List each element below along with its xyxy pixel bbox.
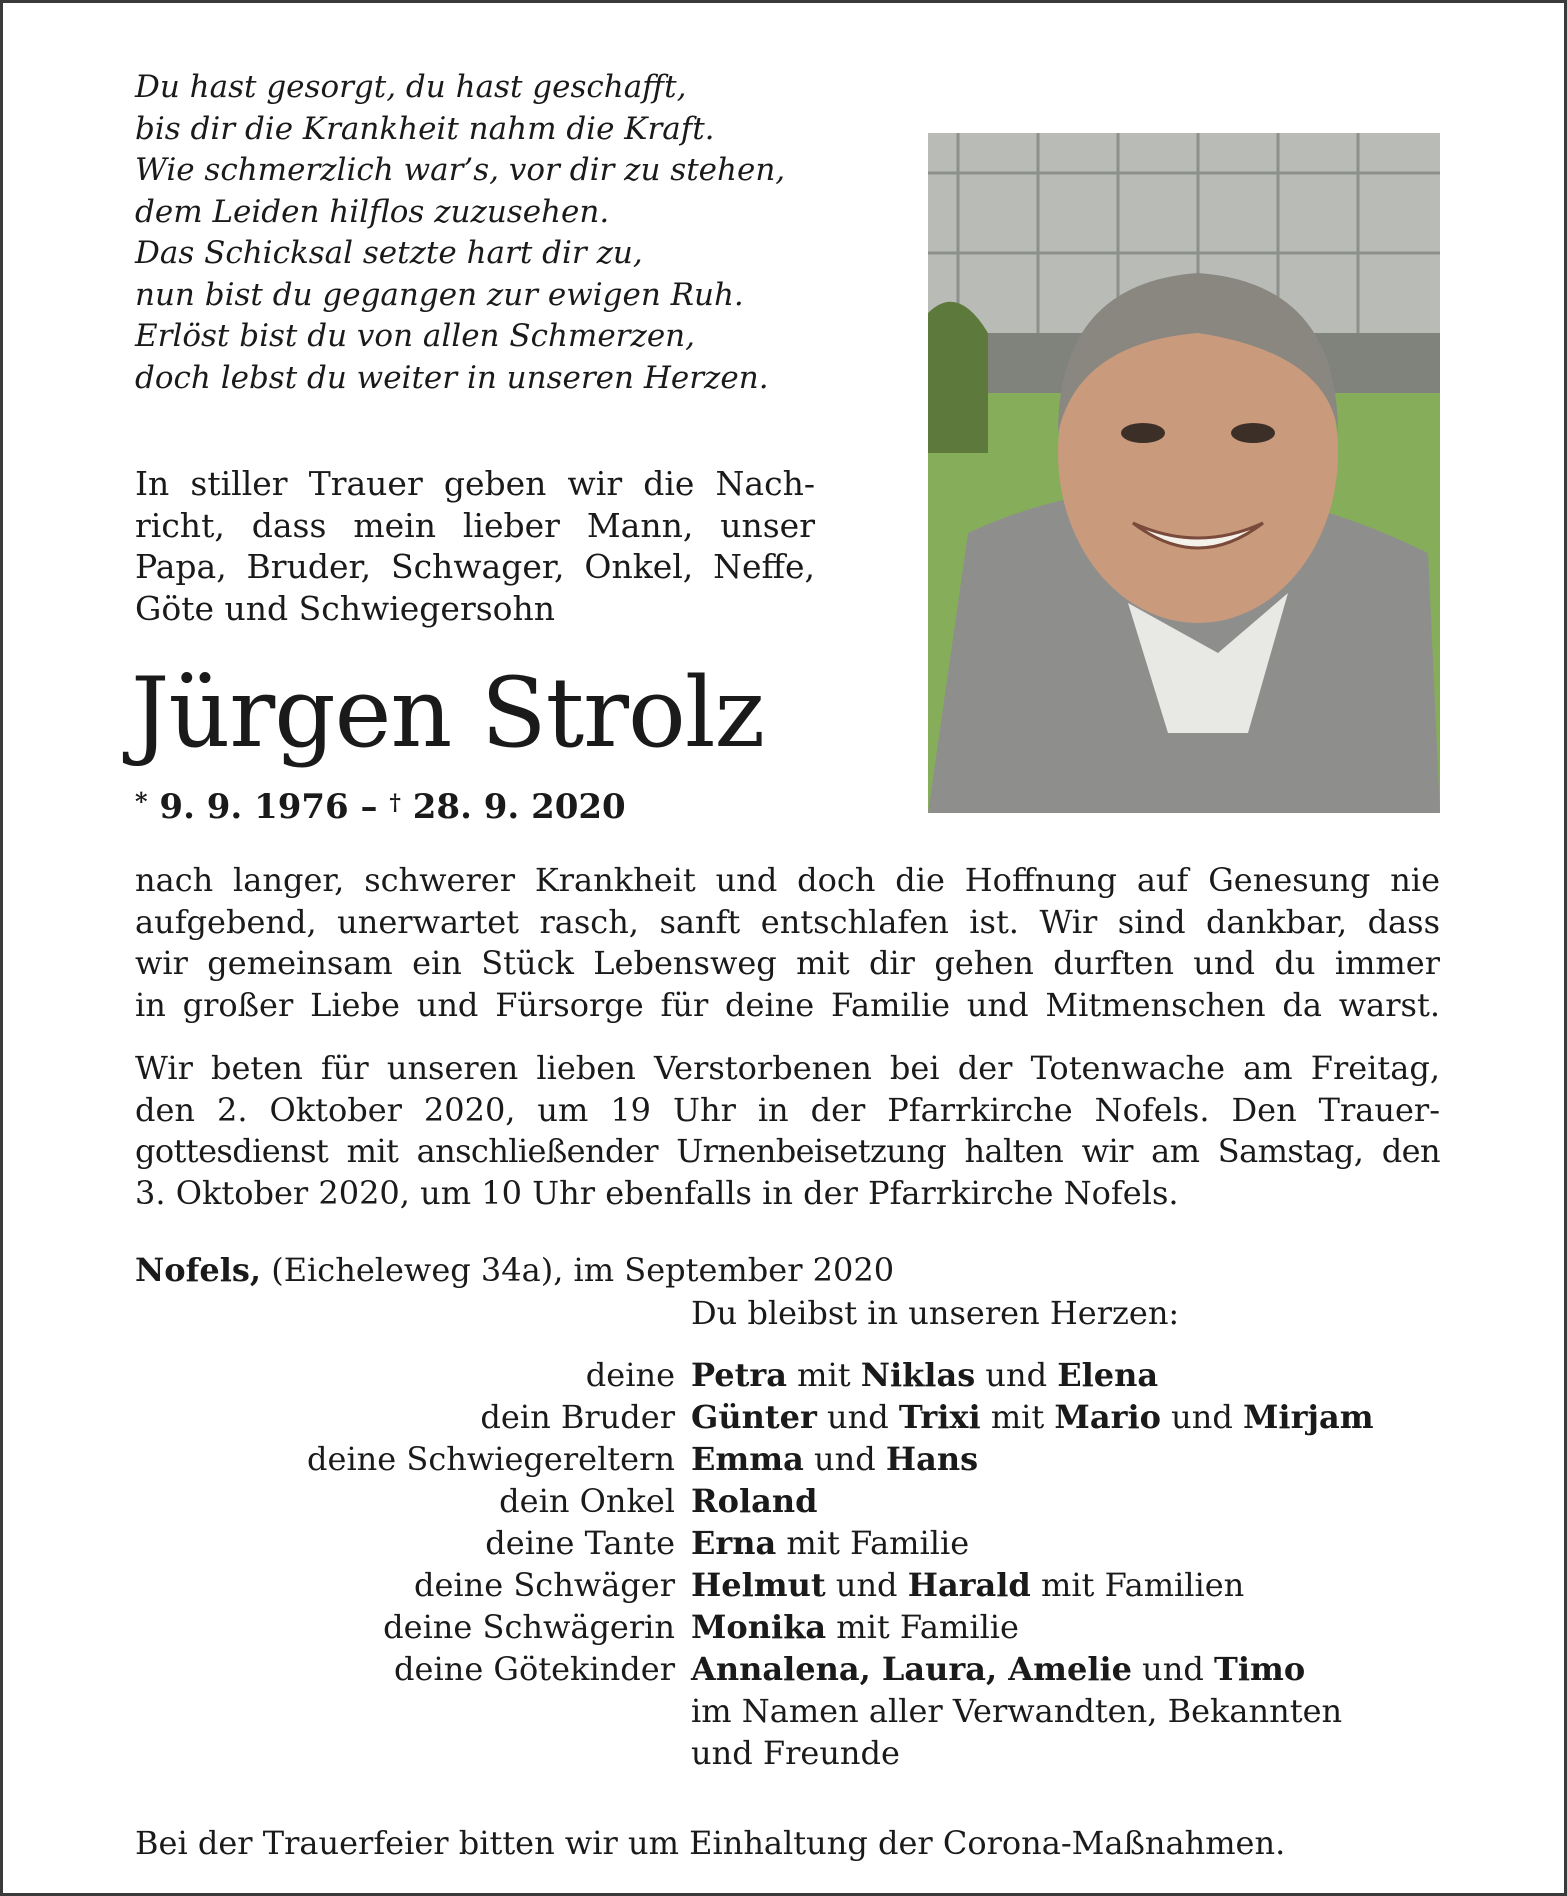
mourner-names xyxy=(691,1354,1440,1396)
poem-line: Du hast gesorgt, du hast geschafft, xyxy=(135,69,687,105)
poem-line: dem Leiden hilflos zuzusehen. xyxy=(135,193,610,230)
birth-symbol: * xyxy=(135,787,148,816)
remembrance-line: Du bleibst in unseren Herzen: xyxy=(691,1294,1180,1332)
death-date: 28. 9. 2020 xyxy=(412,787,626,827)
birth-date: 9. 9. 1976 xyxy=(159,787,349,827)
closing-line: im Namen aller Verwandten, Bekannten xyxy=(691,1692,1343,1730)
paragraph-line: 3. Oktober 2020, um 10 Uhr ebenfalls in der Pfarrkirche Nofels. xyxy=(135,1173,1179,1212)
poem-line: doch lebst du weiter in unseren Herzen. xyxy=(135,359,769,396)
poem-line: Erlöst bist du von allen Schmerzen, xyxy=(135,318,695,354)
mourner-connector: und xyxy=(803,1440,886,1478)
date-dash: – xyxy=(360,787,378,827)
mourner-connector: und xyxy=(816,1398,899,1436)
mourner-row xyxy=(135,1480,1440,1522)
mourner-name: Roland xyxy=(691,1482,818,1520)
corona-note: Bei der Trauerfeier bitten wir um Einhaltung der Corona-Maßnahmen. xyxy=(135,1824,1286,1862)
mourner-names xyxy=(691,1396,1440,1438)
mourner-connector: mit xyxy=(980,1398,1055,1436)
mourner-name: Annalena, Laura, Amelie xyxy=(691,1650,1132,1688)
mourner-connector: und xyxy=(1160,1398,1243,1436)
poem-line: Das Schicksal setzte hart dir zu, xyxy=(135,235,643,271)
mourner-row xyxy=(135,1354,1440,1396)
mourner-names xyxy=(691,1480,1440,1522)
poem-line: nun bist du gegangen zur ewigen Ruh. xyxy=(135,276,744,313)
mourner-relation: deine Schwäger xyxy=(413,1566,675,1604)
paragraph-line: aufgebend, unerwartet rasch, sanft entschlafen ist. Wir sind dankbar, dass xyxy=(135,902,1440,941)
place-town: Nofels, xyxy=(135,1251,262,1289)
mourner-name: Helmut xyxy=(691,1566,826,1604)
mourner-connector: und xyxy=(975,1356,1058,1394)
mourner-relation: deine Schwägerin xyxy=(383,1608,675,1646)
closing-line: und Freunde xyxy=(691,1734,900,1772)
mourner-row xyxy=(135,1438,1440,1480)
mourner-name: Monika xyxy=(691,1608,827,1646)
intro-line: Göte und Schwiegersohn xyxy=(135,588,556,628)
mourner-names xyxy=(691,1438,1440,1480)
death-symbol: † xyxy=(389,790,401,816)
mourner-relation: dein Onkel xyxy=(499,1482,675,1520)
mourner-name: Timo xyxy=(1214,1650,1306,1688)
funeral-info-paragraph xyxy=(135,1048,1440,1214)
mourner-connector: und xyxy=(1131,1650,1215,1688)
mourner-name: Erna xyxy=(691,1524,777,1562)
poem xyxy=(135,67,915,399)
mourner-connector: und xyxy=(825,1566,908,1604)
paragraph-line: den 2. Oktober 2020, um 19 Uhr in der Pfarrkirche Nofels. Den Trauer- xyxy=(135,1090,1440,1129)
mourner-relation: deine Tante xyxy=(485,1524,675,1562)
mourner-name: Emma xyxy=(691,1440,804,1478)
intro-text xyxy=(135,463,815,629)
mourner-relation: deine xyxy=(585,1356,675,1394)
paragraph-line: nach langer, schwerer Krankheit und doch die Hoffnung auf Genesung nie xyxy=(135,861,1440,899)
mourners-list xyxy=(135,1354,1440,1774)
mourner-row xyxy=(135,1522,1440,1564)
mourner-names xyxy=(691,1606,1440,1648)
mourner-connector: mit Familie xyxy=(776,1524,970,1562)
mourner-name: Günter xyxy=(691,1398,817,1436)
mourner-name: Mirjam xyxy=(1242,1398,1374,1436)
mourner-name: Harald xyxy=(907,1566,1031,1604)
intro-line: Papa, Bruder, Schwager, Onkel, Neffe, xyxy=(135,547,815,586)
paragraph-line: Wir beten für unseren lieben Verstorbenen bei der Totenwache am Freitag, xyxy=(135,1049,1440,1087)
mourner-row xyxy=(135,1396,1440,1438)
mourner-name: Hans xyxy=(885,1440,979,1478)
mourner-name: Mario xyxy=(1054,1398,1161,1436)
mourner-names xyxy=(691,1648,1440,1690)
mourner-name: Petra xyxy=(691,1356,787,1394)
intro-line: richt, dass mein lieber Mann, unser xyxy=(135,505,815,545)
paragraph-line: wir gemeinsam ein Stück Lebensweg mit dir gehen durften und du immer xyxy=(135,944,1440,982)
mourner-row xyxy=(135,1606,1440,1648)
mourner-connector: mit Familien xyxy=(1030,1566,1245,1604)
mourner-relation: deine Götekinder xyxy=(394,1650,675,1688)
mourner-name: Trixi xyxy=(898,1398,981,1436)
mourner-connector: mit Familie xyxy=(826,1608,1019,1646)
mourner-row xyxy=(135,1564,1440,1606)
poem-line: Wie schmerzlich war’s, vor dir zu stehen, xyxy=(135,152,786,188)
mourner-name: Elena xyxy=(1057,1356,1159,1394)
mourner-names xyxy=(691,1522,1440,1564)
mourner-names xyxy=(691,1564,1440,1606)
life-dates xyxy=(135,782,626,827)
place-rest: (Eicheleweg 34a), im September 2020 xyxy=(261,1251,895,1289)
paragraph-line: in großer Liebe und Fürsorge für deine Familie und Mitmenschen da warst. xyxy=(135,985,1440,1024)
mourner-row xyxy=(135,1648,1440,1690)
place-date-line xyxy=(135,1250,894,1292)
mourner-relation: dein Bruder xyxy=(480,1398,675,1436)
poem-line: bis dir die Krankheit nahm die Kraft. xyxy=(135,110,715,147)
deceased-name: Jürgen Strolz xyxy=(131,657,765,769)
paragraph-line: gottesdienst mit anschließender Urnenbeisetzung halten wir am Samstag, den xyxy=(135,1132,1440,1170)
mourner-connector: mit xyxy=(786,1356,861,1394)
announcement-paragraph xyxy=(135,860,1440,1026)
portrait-photo xyxy=(928,133,1440,813)
mourner-relation: deine Schwiegereltern xyxy=(307,1440,675,1478)
intro-line: In stiller Trauer geben wir die Nach- xyxy=(135,464,815,503)
mourner-name: Niklas xyxy=(860,1356,976,1394)
